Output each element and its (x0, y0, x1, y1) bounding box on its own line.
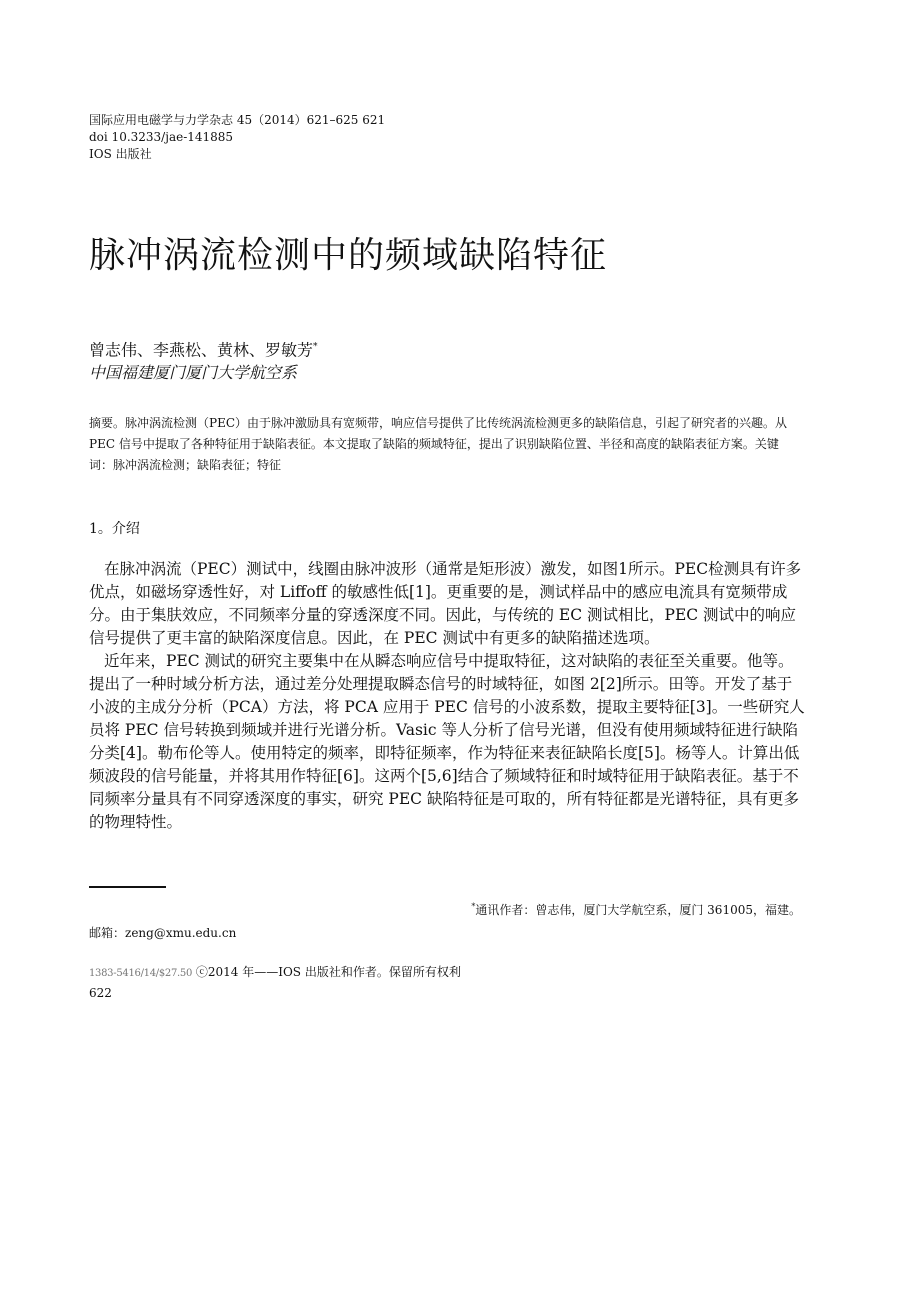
footnote-mark: * (471, 902, 476, 911)
doi: doi 10.3233/jae-141885 (89, 130, 234, 144)
email-line: 邮箱：zeng@xmu.edu.cn (89, 926, 237, 940)
corresponding-author-note (89, 895, 801, 922)
affiliation: 中国福建厦门厦门大学航空系 (89, 363, 298, 382)
author-list (89, 335, 318, 362)
corresponding-author-mark: * (313, 342, 318, 352)
author-names: 曾志伟、李燕松、黄林、罗敏芳 (89, 340, 314, 360)
publisher: IOS 出版社 (89, 147, 152, 161)
section-body (89, 558, 807, 834)
paragraph: 在脉冲涡流（PEC）测试中，线圈由脉冲波形（通常是矩形波）激发，如图1所示。PEC检测具有许多优点，如磁场穿透性好，对 Liffoff 的敏感性低[1]。更重要的是，测试样品中的感应电流具有宽频带成分。由于集肤效应，不同频率分量的穿透深度不同。因此，与传统的 EC 测试相比，PEC 测试中的响应信号提供了更丰富的缺陷深度信息。因此，在 PEC 测试中有更多的缺陷描述选项。 (89, 560, 802, 647)
copyright-line (89, 961, 461, 985)
journal-citation: 国际应用电磁学与力学杂志 45（2014）621–625 621 (89, 113, 386, 127)
paragraph: 近年来，PEC 测试的研究主要集中在从瞬态响应信号中提取特征，这对缺陷的表征至关重要。他等。提出了一种时域分析方法，通过差分处理提取瞬态信号的时域特征，如图 2[2]所示。田等。开发了基于小波的主成分分析（PCA）方法，将 PCA 应用于 PEC 信号的小波系数，提取主要特征[3]。一些研究人员将 PEC 信号转换到频域并进行光谱分析。Vasic 等人分析了信号光谱，但没有使用频域特征进行缺陷分类[4]。勒布伦等人。使用特定的频率，即特征频率，作为特征来表征缺陷长度[5]。杨等人。计算出低频波段的信号能量，并将其用作特征[6]。这两个[5,6]结合了频域特征和时域特征用于缺陷表征。基于不同频率分量具有不同穿透深度的事实，研究 PEC 缺陷特征是可取的，所有特征都是光谱特征，具有更多的物理特性。 (89, 652, 805, 831)
page-number: 622 (89, 986, 112, 1000)
footnote-divider (89, 886, 166, 888)
issn-price: 1383-5416/14/$27.50 (89, 968, 193, 979)
section-heading: 1。介绍 (89, 521, 140, 537)
abstract: 摘要。脉冲涡流检测（PEC）由于脉冲激励具有宽频带，响应信号提供了比传统涡流检测更多的缺陷信息，引起了研究者的兴趣。从 PEC 信号中提取了各种特征用于缺陷表征。本文提取了缺陷的频域特征，提出了识别缺陷位置、半径和高度的缺陷表征方案。关键词：脉冲涡流检测；缺陷表征；特征 (89, 416, 788, 472)
publication-info (89, 112, 385, 163)
footnote (89, 895, 801, 945)
copyright-text: ⓒ2014 年——IOS 出版社和作者。保留所有权利 (195, 965, 461, 979)
paper-title: 脉冲涡流检测中的频域缺陷特征 (89, 235, 608, 276)
footnote-text: 通讯作者：曾志伟，厦门大学航空系，厦门 361005，福建。 (475, 903, 801, 917)
